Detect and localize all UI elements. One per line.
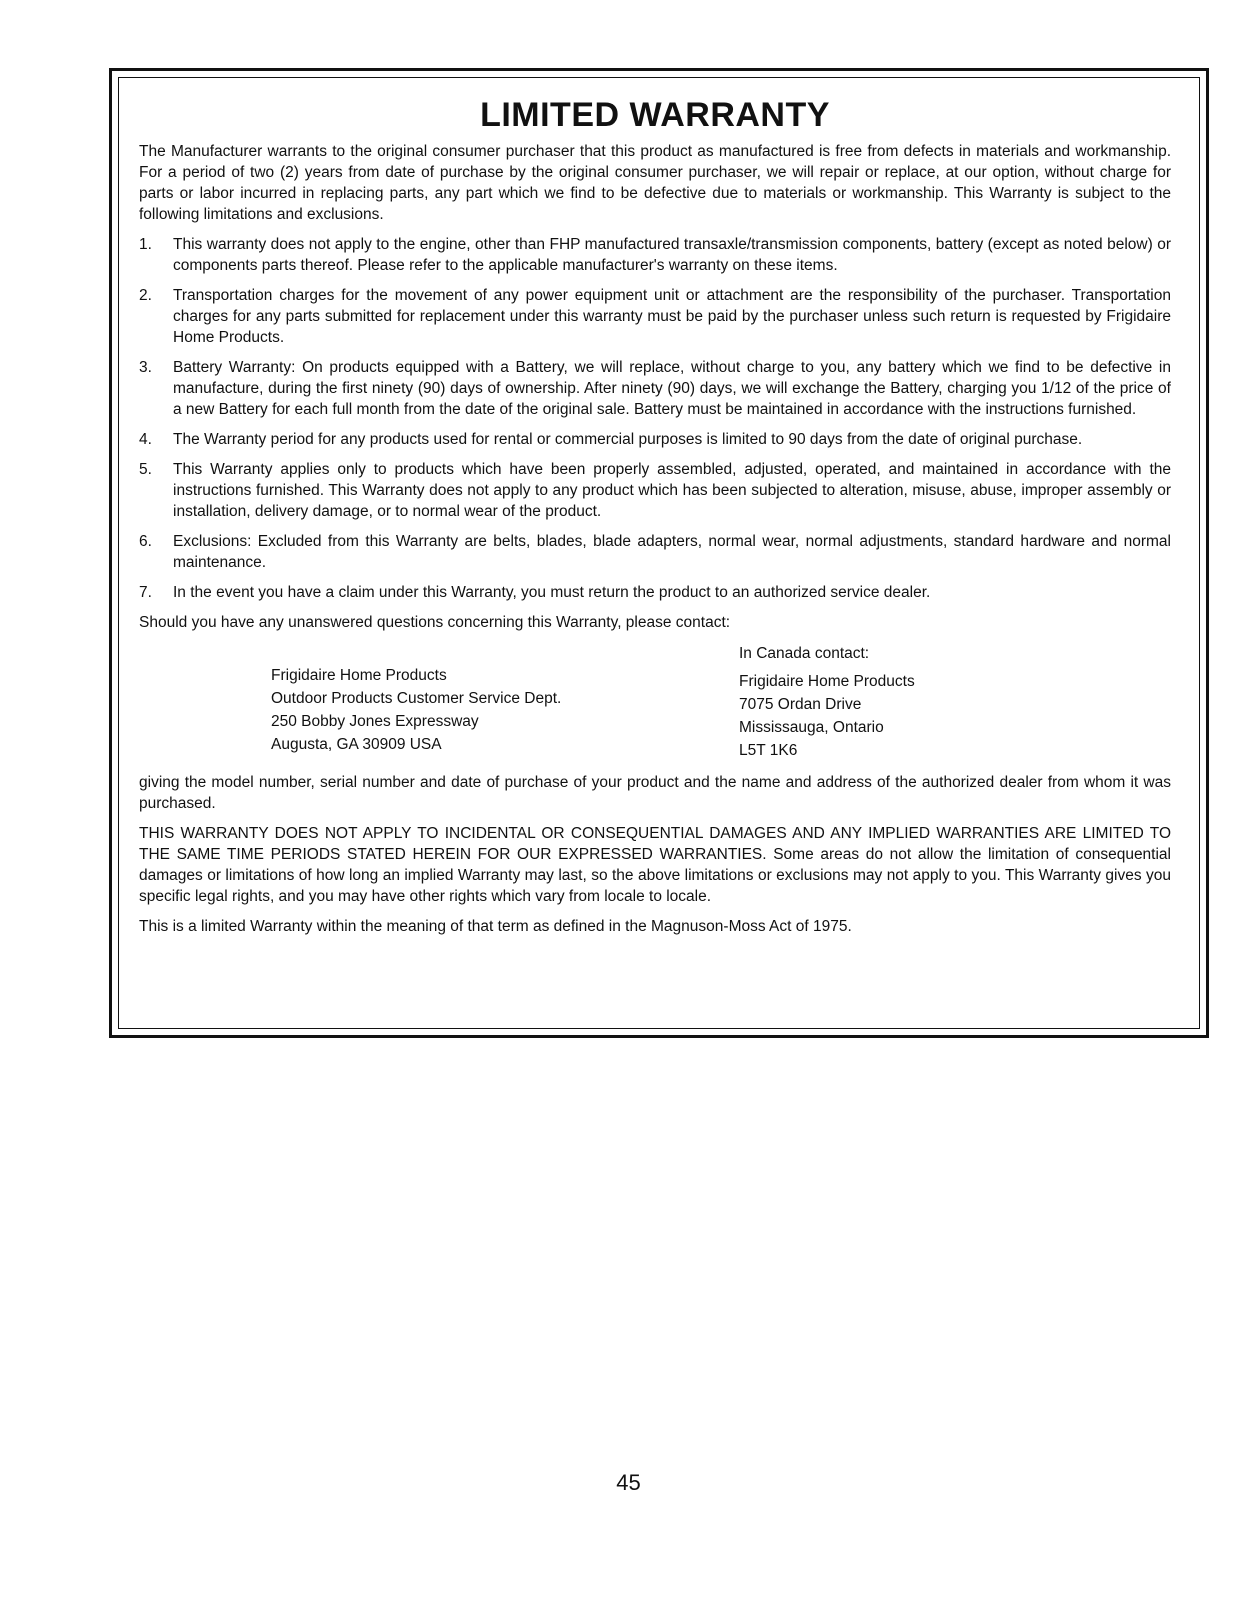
contact-intro: Should you have any unanswered questions concerning this Warranty, please contact: (139, 614, 731, 631)
canada-address-line: Mississauga, Ontario (739, 719, 884, 736)
canada-address-heading: In Canada contact: (739, 645, 870, 662)
list-item (139, 234, 1171, 276)
list-item (139, 582, 1171, 603)
list-item-number: 4. (139, 431, 152, 448)
after-contact-paragraph: giving the model number, serial number and date of purchase of your product and the name and address of the authorized dealer from whom it was purchased. (139, 774, 1171, 812)
list-item (139, 285, 1171, 348)
list-item-text: Transportation charges for the movement of any power equipment unit or attachment are the responsibility of the purchaser. Transportation charges for any parts submitted for replacement under this warranty must be paid by the purchaser unless such return is requested by Frigidaire Home Products. (173, 287, 1171, 346)
list-item (139, 459, 1171, 522)
canada-address (739, 642, 915, 762)
list-item-number: 1. (139, 236, 152, 253)
list-item-text: In the event you have a claim under this Warranty, you must return the product to an authorized service dealer. (173, 584, 931, 601)
list-item-number: 7. (139, 584, 152, 601)
list-item (139, 357, 1171, 420)
list-item-text: This warranty does not apply to the engine, other than FHP manufactured transaxle/transmission components, battery (except as noted below) or components parts thereof. Please refer to the applicable manufacturer's warranty on these items. (173, 236, 1171, 274)
canada-address-line: L5T 1K6 (739, 742, 798, 759)
canada-address-line: Frigidaire Home Products (739, 673, 915, 690)
list-item-number: 5. (139, 461, 152, 478)
list-item-text: This Warranty applies only to products which have been properly assembled, adjusted, operated, and maintained in accordance with the instructions furnished. This Warranty does not apply to any product which has been subjected to alteration, misuse, abuse, improper assembly or installation, delivery damage, or to normal wear of the product. (173, 461, 1171, 520)
list-item-number: 3. (139, 359, 152, 376)
canada-address-line: 7075 Ordan Drive (739, 696, 862, 713)
us-address (271, 664, 561, 756)
limitations-list (139, 234, 1171, 603)
us-address-line: Augusta, GA 30909 USA (271, 736, 442, 753)
list-item-number: 2. (139, 287, 152, 304)
us-address-line: 250 Bobby Jones Expressway (271, 713, 479, 730)
list-item (139, 531, 1171, 573)
closing-paragraph: This is a limited Warranty within the meaning of that term as defined in the Magnuson-Moss Act of 1975. (139, 918, 852, 935)
list-item-text: Exclusions: Excluded from this Warranty are belts, blades, blade adapters, normal wear, normal adjustments, standard hardware and normal maintenance. (173, 533, 1171, 571)
list-item-text: The Warranty period for any products used for rental or commercial purposes is limited to 90 days from the date of original purchase. (173, 431, 1083, 448)
page-number: 45 (616, 1470, 641, 1495)
intro-paragraph: The Manufacturer warrants to the original consumer purchaser that this product as manufactured is free from defects in materials and workmanship. For a period of two (2) years from date of purchase by the original consumer purchaser, we will repair or replace, at our option, without charge for parts or labor incurred in replacing parts, any part which we find to be defective due to materials or workmanship. This Warranty is subject to the following limitations and exclusions. (139, 143, 1171, 223)
page-title: LIMITED WARRANTY (480, 96, 830, 134)
us-address-line: Frigidaire Home Products (271, 667, 447, 684)
list-item-text: Battery Warranty: On products equipped with a Battery, we will replace, without charge to you, any battery which we find to be defective in manufacture, during the first ninety (90) days of ownership. After ninety (90) days, we will exchange the Battery, charging you 1/12 of the price of a new Battery for each full month from the date of the original sale. Battery must be maintained in accordance with the instructions furnished. (173, 359, 1171, 418)
us-address-line: Outdoor Products Customer Service Dept. (271, 690, 562, 707)
disclaimer-paragraph: THIS WARRANTY DOES NOT APPLY TO INCIDENTAL OR CONSEQUENTIAL DAMAGES AND ANY IMPLIED WARRANTIES ARE LIMITED TO THE SAME TIME PERIODS STATED HEREIN FOR OUR EXPRESSED WARRANTIES. Some areas do not allow the limitation of consequential damages or limitations of how long an implied Warranty may last, so the above limitations or exclusions may not apply to you. This Warranty gives you specific legal rights, and you may have other rights which vary from locale to locale. (139, 825, 1171, 905)
list-item (139, 429, 1171, 450)
list-item-number: 6. (139, 533, 152, 550)
warranty-content (139, 95, 1171, 946)
contact-addresses (139, 642, 1171, 766)
